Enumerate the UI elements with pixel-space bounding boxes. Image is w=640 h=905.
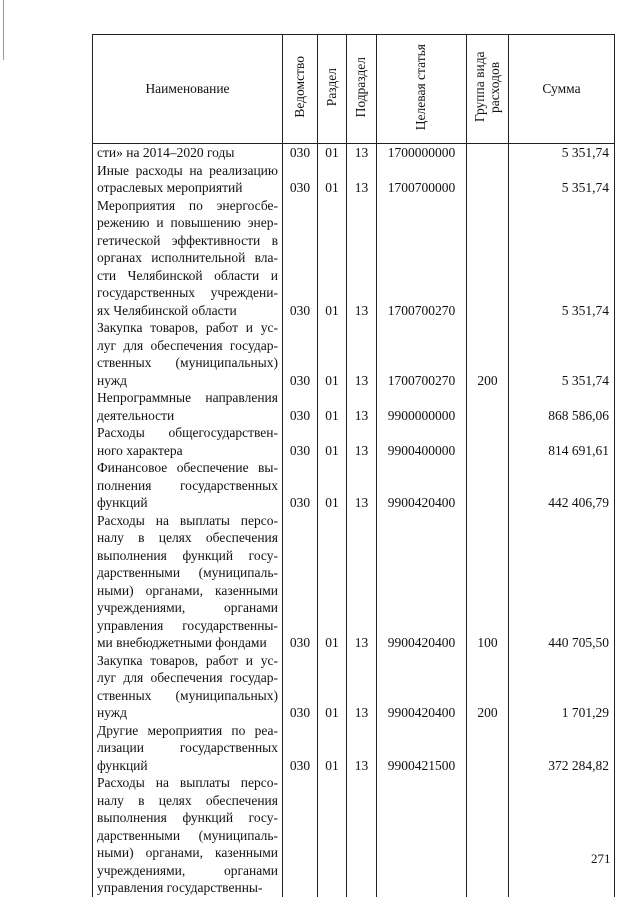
row-section: 01 [325,407,339,423]
row-target: 1700000000 [387,145,456,160]
column-section [318,144,347,897]
column-subsection [347,144,377,897]
row-name-line: учреждениями, органами [97,862,278,878]
row-subsection: 13 [354,442,369,458]
row-name-line: Финансовое обеспечение вы- [97,460,278,475]
row-sum: 5 351,74 [561,180,609,195]
scan-edge-line [3,0,4,60]
row-name-line: выполнения функций госу- [97,810,278,825]
row-subsection: 13 [354,635,369,650]
row-name [97,652,278,722]
header-sum: Сумма [509,35,615,144]
row-name [97,512,278,652]
row-name [97,162,278,197]
row-name [97,319,278,389]
row-target: 9900421500 [387,757,456,773]
row-subsection: 13 [354,407,369,423]
row-section: 01 [325,302,339,318]
row-sum: 868 586,06 [548,407,609,423]
row-name-line: государственных учреждени- [97,285,278,300]
row-name-line: ственных (муниципальных) [97,355,278,370]
row-name-line: лизации государственных [97,740,278,755]
row-target: 1700700270 [387,372,456,388]
row-name-line: выполнения функций госу- [97,547,278,563]
column-sum [509,144,615,897]
row-target: 9900400000 [387,442,456,458]
row-section: 01 [325,495,339,510]
row-subsection: 13 [354,302,369,318]
row-name-line: Расходы на выплаты персо- [97,775,278,790]
row-name-line: деятельности [97,407,175,423]
row-section: 01 [325,145,339,160]
row-dept: 030 [289,302,311,318]
row-name-line: сти» на 2014–2020 годы [97,145,235,160]
row-dept: 030 [289,757,311,773]
row-name-line: режению и повышению энер- [97,215,278,230]
row-section: 01 [325,635,339,650]
row-sum: 1 701,29 [561,705,609,720]
column-target [377,144,467,897]
row-dept: 030 [289,495,311,510]
row-target: 1700700000 [387,180,456,195]
row-name-line: Непрограммные направления [97,390,278,405]
row-section: 01 [325,705,339,720]
row-name-line: отраслевых мероприятий [97,180,243,195]
column-dept [283,144,318,897]
budget-table [92,34,615,897]
row-dept: 030 [289,635,311,650]
row-name [97,459,278,512]
row-name-line: налу в целях обеспечения [97,530,278,545]
row-sum: 440 705,50 [548,635,609,650]
row-name-line: дарственными (муниципаль- [97,827,278,843]
row-name-line: нужд [97,705,127,720]
row-dept: 030 [289,442,311,458]
table-body [93,144,615,897]
row-name-line: ми внебюджетными фондами [97,635,267,650]
row-dept: 030 [289,180,311,195]
row-target: 9900000000 [387,407,456,423]
row-subsection: 13 [354,372,369,388]
row-name-line: дарственными (муниципаль- [97,565,278,580]
row-name-line: функций [97,757,148,773]
row-name [97,197,278,320]
row-sum: 5 351,74 [561,302,609,318]
header-name: Наименование [93,35,283,144]
row-sum: 5 351,74 [561,372,609,388]
row-name-line: ственных (муниципальных) [97,687,278,703]
row-name-line: Расходы на выплаты персо- [97,512,278,528]
row-sum: 814 691,61 [548,442,609,458]
row-name-line: луг для обеспечения государ- [97,337,278,353]
row-name-line: полнения государственных [97,477,278,493]
row-target: 9900420400 [387,495,456,510]
header-target: Целевая статья [377,35,467,144]
row-subsection: 13 [354,180,369,195]
row-sum: 442 406,79 [548,495,609,510]
row-name [97,144,278,162]
row-target: 9900420400 [387,705,456,720]
row-group: 200 [477,372,498,388]
row-target: 1700700270 [387,302,456,318]
table-header-row [93,35,615,144]
row-subsection: 13 [354,495,369,510]
header-subsection: Подраздел [347,35,377,144]
row-name-line: управления государственны- [97,617,278,633]
row-name-line: ях Челябинской области [97,302,237,318]
row-section: 01 [325,442,339,458]
row-name-line: органах исполнительной вла- [97,250,278,265]
row-sum: 5 351,74 [561,145,609,160]
row-section: 01 [325,757,339,773]
row-section: 01 [325,180,339,195]
row-name [97,774,278,897]
row-dept: 030 [289,372,311,388]
row-subsection: 13 [354,757,369,773]
row-subsection: 13 [354,145,369,160]
row-sum: 372 284,82 [548,757,609,773]
row-name-line: управления государственны- [97,880,263,895]
row-name-line: гетической эффективности в [97,232,278,248]
row-name-line: учреждениями, органами [97,600,278,615]
header-dept: Ведомство [283,35,318,144]
row-name-line: Закупка товаров, работ и ус- [97,320,278,335]
row-group: 200 [477,705,498,720]
row-name-line: ными) органами, казенными [97,582,278,598]
row-name-line: Закупка товаров, работ и ус- [97,652,278,668]
column-name [93,144,283,897]
row-dept: 030 [289,407,311,423]
page-number: 271 [591,851,611,866]
row-name [97,722,278,775]
row-name-line: ными) органами, казенными [97,845,278,860]
row-name [97,389,278,424]
header-section: Раздел [318,35,347,144]
row-subsection: 13 [354,705,369,720]
row-name-line: Мероприятия по энергосбе- [97,197,278,213]
row-name-line: Другие мероприятия по реа- [97,722,278,738]
row-name [97,424,278,459]
row-name-line: Расходы общегосударствен- [97,425,278,440]
row-name-line: Иные расходы на реализацию [97,162,278,178]
row-name-line: ного характера [97,442,183,458]
row-group: 100 [477,635,498,650]
row-name-line: нужд [97,372,127,388]
header-group: Группа вида расходов [467,35,509,144]
row-name-line: сти Челябинской области и [97,267,278,283]
row-dept: 030 [289,145,311,160]
row-section: 01 [325,372,339,388]
row-dept: 030 [289,705,311,720]
row-name-line: функций [97,495,148,510]
row-name-line: налу в целях обеспечения [97,792,278,808]
row-target: 9900420400 [387,635,456,650]
row-name-line: луг для обеспечения государ- [97,670,278,685]
column-group [467,144,509,897]
